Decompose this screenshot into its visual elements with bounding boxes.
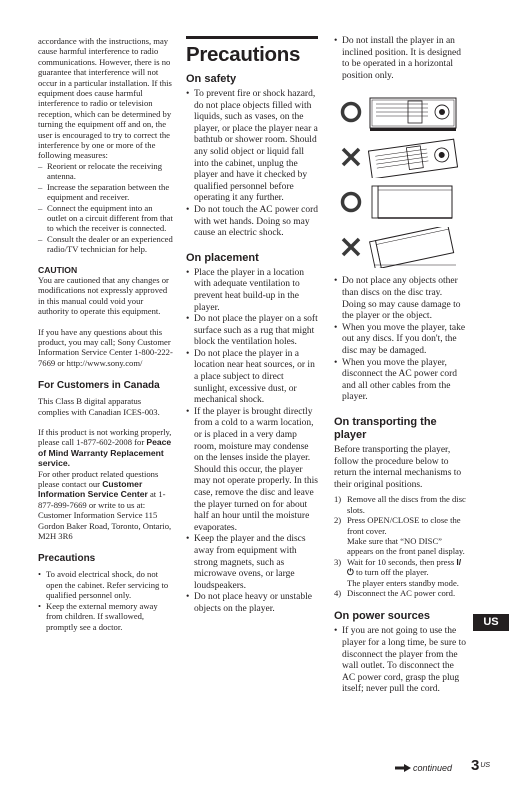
region-tab: US [473, 614, 509, 631]
questions-text: If you have any questions about this product, you may call; Sony Customer Information Service Center 1-800-222-7669 or http://www.sony.com/ [38, 326, 173, 368]
caution-text: You are cautioned that any changes or modifications not expressly approved in this manual could void your authority to operate this equipment. [38, 274, 169, 317]
continued-indicator [395, 763, 452, 773]
list-item: • Do not place the player in a location near heat sources, or in a place subject to direct sunlight, excessive dust, or mechanical shock. [186, 349, 318, 407]
transport-intro: Before transporting the player, follow the procedure below to return the internal mechanisms to their original positions. [334, 444, 462, 490]
column-middle [186, 36, 318, 616]
title-rule [186, 36, 318, 67]
list-item: • Do not place the player on a soft surface such as a rug that might block the ventilation holes. [186, 314, 318, 349]
canada-other-text: For other product related questions please contact our Customer Information Service Center at 1-877-899-7669 or write to us at: Customer Information Service 115 Gordon Baker Road, Toronto, Ontario, M2H 3R6 [38, 468, 172, 542]
transport-steps [334, 494, 466, 598]
incline-list [334, 36, 466, 82]
ng-cross-icon [340, 146, 362, 168]
interference-measures-list [38, 161, 174, 255]
player-front-icon [368, 92, 458, 133]
arrow-right-icon [395, 764, 411, 772]
list-item: – Consult the dealer or an experienced radio/TV technician for help. [38, 234, 174, 255]
list-item: • Do not touch the AC power cord with wet hands. Doing so may cause an electric shock. [186, 205, 318, 240]
page-number: $3^{US}$ [471, 757, 491, 774]
placement-figures [334, 92, 466, 268]
list-item: 1) Remove all the discs from the disc slots. [334, 494, 466, 515]
player-side-icon [368, 227, 458, 268]
precautions-list [38, 569, 174, 631]
precautions-subheading: Precautions [38, 553, 96, 565]
power-heading: On power sources [334, 610, 430, 623]
list-item: 3) Wait for 10 seconds, then press I/⏻ to turn off the player. The player enters standby mode. [334, 556, 462, 588]
figure-side-ok [334, 182, 466, 223]
list-item: • When you move the player, disconnect the AC power cord and all other cables from the player. [334, 358, 466, 404]
figure-horizontal-ok [334, 92, 466, 133]
disc-tray-list [334, 276, 466, 404]
canada-text: This Class B digital apparatus complies with Canadian ICES-003. [38, 396, 160, 417]
placement-list [186, 268, 318, 616]
page-title: Precautions [186, 43, 301, 66]
list-item: 4) Disconnect the AC power cord. [334, 587, 456, 598]
fcc-intro-text: accordance with the instructions, may cause harmful interference to radio communications. However, there is no guarantee that interference will not occur in a particular installation. If this equipment does cause harmful interference to radio or television reception, which can be determined by turning the equipment off and on, the user is encouraged to try to correct the interference by one or more of the following measures: [38, 36, 172, 161]
list-item: • To avoid electrical shock, do not open the cabinet. Refer servicing to qualified personnel only. [38, 569, 174, 600]
caution-heading: CAUTION [38, 264, 78, 275]
transport-heading: On transporting the player [334, 415, 437, 441]
list-item: • If you are not going to use the player for a long time, be sure to disconnect the player from the wall outlet. To disconnect the AC power cord, grasp the plug itself; never pull the cord. [334, 626, 466, 696]
list-item: • Keep the player and the discs away from equipment with strong magnets, such as microwave ovens, or large loudspeakers. [186, 534, 318, 592]
safety-list [186, 89, 318, 240]
list-item: – Reorient or relocate the receiving antenna. [38, 161, 174, 182]
list-item: • When you move the player, take out any discs. If you don't, the disc may be damaged. [334, 323, 466, 358]
ok-circle-icon [340, 191, 362, 213]
ok-circle-icon [340, 101, 362, 123]
power-symbol: I/⏻ [347, 556, 462, 578]
column-right [334, 36, 466, 696]
figure-tilted-ng [334, 137, 466, 178]
placement-heading: On placement [186, 251, 259, 264]
continued-label: continued [413, 763, 453, 773]
list-item: • Keep the external memory away from children. If swallowed, promptly see a doctor. [38, 601, 174, 632]
canada-heading: For Customers in Canada [38, 380, 160, 392]
list-item: • Place the player in a location with adequate ventilation to prevent heat build-up in the player. [186, 268, 318, 314]
canada-help-text: If this product is not working properly, please call 1-877-602-2008 for Peace of Mind Warranty Replacement service. [38, 427, 172, 469]
figure-side-tilted-ng [334, 227, 466, 268]
ng-cross-icon [340, 236, 362, 258]
list-item: • Do not install the player in an inclined position. It is designed to be operated in a horizontal position only. [334, 36, 466, 82]
power-list [334, 626, 466, 696]
list-item: – Increase the separation between the equipment and receiver. [38, 182, 174, 203]
player-side-icon [368, 182, 458, 223]
list-item: • To prevent fire or shock hazard, do not place objects filled with liquids, such as vases, on the player, or place the player near a bathtub or shower room. Should any solid object or liquid fall into the cabinet, unplug the player and have it checked by qualified personnel before operating it any further. [186, 89, 318, 205]
list-item: • If the player is brought directly from a cold to a warm location, or is placed in a very damp room, moisture may condense on the lenses inside the player. Should this occur, the player may not operate properly. In this case, remove the disc and leave the player turned on for about half an hour until the moisture evaporates. [186, 407, 318, 535]
list-item: 2) Press OPEN/CLOSE to close the front cover. Make sure that “NO DISC” appears on the front panel display. [334, 515, 465, 557]
list-item: – Connect the equipment into an outlet on a circuit different from that to which the receiver is connected. [38, 203, 174, 234]
column-left [38, 36, 174, 632]
safety-heading: On safety [186, 73, 237, 85]
list-item: • Do not place heavy or unstable objects on the player. [186, 592, 318, 615]
player-front-icon [368, 137, 458, 178]
list-item: • Do not place any objects other than discs on the disc tray. Doing so may cause damage to the player or the object. [334, 276, 466, 322]
